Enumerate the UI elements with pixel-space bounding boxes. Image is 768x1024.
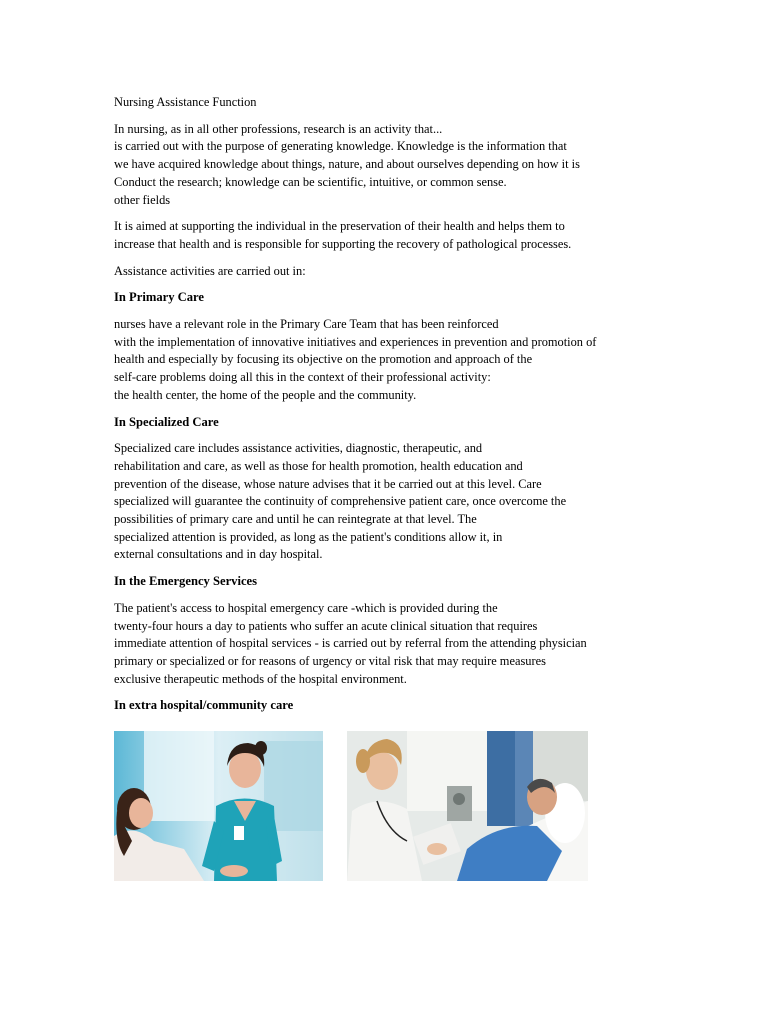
text-line: with the implementation of innovative initiatives and experiences in prevention and promotion of	[114, 334, 597, 349]
photo-nurse-with-patient	[114, 731, 323, 881]
text-line: immediate attention of hospital services - is carried out by referral from the attending physician	[114, 636, 587, 651]
text-line: twenty-four hours a day to patients who suffer an acute clinical situation that requires	[114, 618, 538, 633]
text-line: external consultations and in day hospital.	[114, 547, 323, 562]
section-heading-community-care: In extra hospital/community care	[114, 698, 294, 713]
text-line: specialized will guarantee the continuity of comprehensive patient care, once overcome the	[114, 494, 567, 509]
section-heading-primary-care: In Primary Care	[114, 290, 205, 305]
text-line: prevention of the disease, whose nature advises that it be carried out at this level. Care	[114, 476, 542, 491]
text-line: Specialized care includes assistance activities, diagnostic, therapeutic, and	[114, 441, 483, 456]
specialized-care-paragraph	[114, 440, 654, 564]
text-line: other fields	[114, 192, 171, 207]
text-line: In nursing, as in all other professions, research is an activity that...	[114, 121, 443, 136]
text-line: rehabilitation and care, as well as those for health promotion, health education and	[114, 458, 523, 473]
intro-paragraph	[114, 121, 654, 210]
activities-line: Assistance activities are carried out in:	[114, 263, 306, 278]
text-line: nurses have a relevant role in the Primary Care Team that has been reinforced	[114, 317, 499, 332]
text-line: specialized attention is provided, as long as the patient's conditions allow it, in	[114, 529, 503, 544]
text-line: health and especially by focusing its objective on the promotion and approach of the	[114, 352, 533, 367]
section-heading-specialized-care: In Specialized Care	[114, 414, 219, 429]
text-line: primary or specialized or for reasons of urgency or vital risk that may require measures	[114, 653, 546, 668]
aim-paragraph	[114, 218, 654, 253]
text-line: self-care problems doing all this in the context of their professional activity:	[114, 370, 491, 385]
photo-nurse-with-bed-patient	[347, 731, 588, 881]
text-line: the health center, the home of the people and the community.	[114, 387, 417, 402]
text-line: It is aimed at supporting the individual in the preservation of their health and helps them to	[114, 219, 565, 234]
emergency-services-paragraph	[114, 600, 654, 689]
text-line: possibilities of primary care and until he can reintegrate at that level. The	[114, 512, 477, 527]
photo-row	[114, 731, 594, 881]
text-line: is carried out with the purpose of generating knowledge. Knowledge is the information that	[114, 139, 567, 154]
section-heading-emergency-services: In the Emergency Services	[114, 574, 258, 589]
document-page	[114, 94, 654, 724]
text-line: we have acquired knowledge about things, nature, and about ourselves depending on how it is	[114, 157, 580, 172]
document-title: Nursing Assistance Function	[114, 95, 257, 109]
primary-care-paragraph	[114, 316, 654, 405]
text-line: Conduct the research; knowledge can be scientific, intuitive, or common sense.	[114, 174, 507, 189]
text-line: increase that health and is responsible for supporting the recovery of pathological processes.	[114, 236, 572, 251]
text-line: The patient's access to hospital emergency care -which is provided during the	[114, 600, 498, 615]
text-line: exclusive therapeutic methods of the hospital environment.	[114, 671, 407, 686]
